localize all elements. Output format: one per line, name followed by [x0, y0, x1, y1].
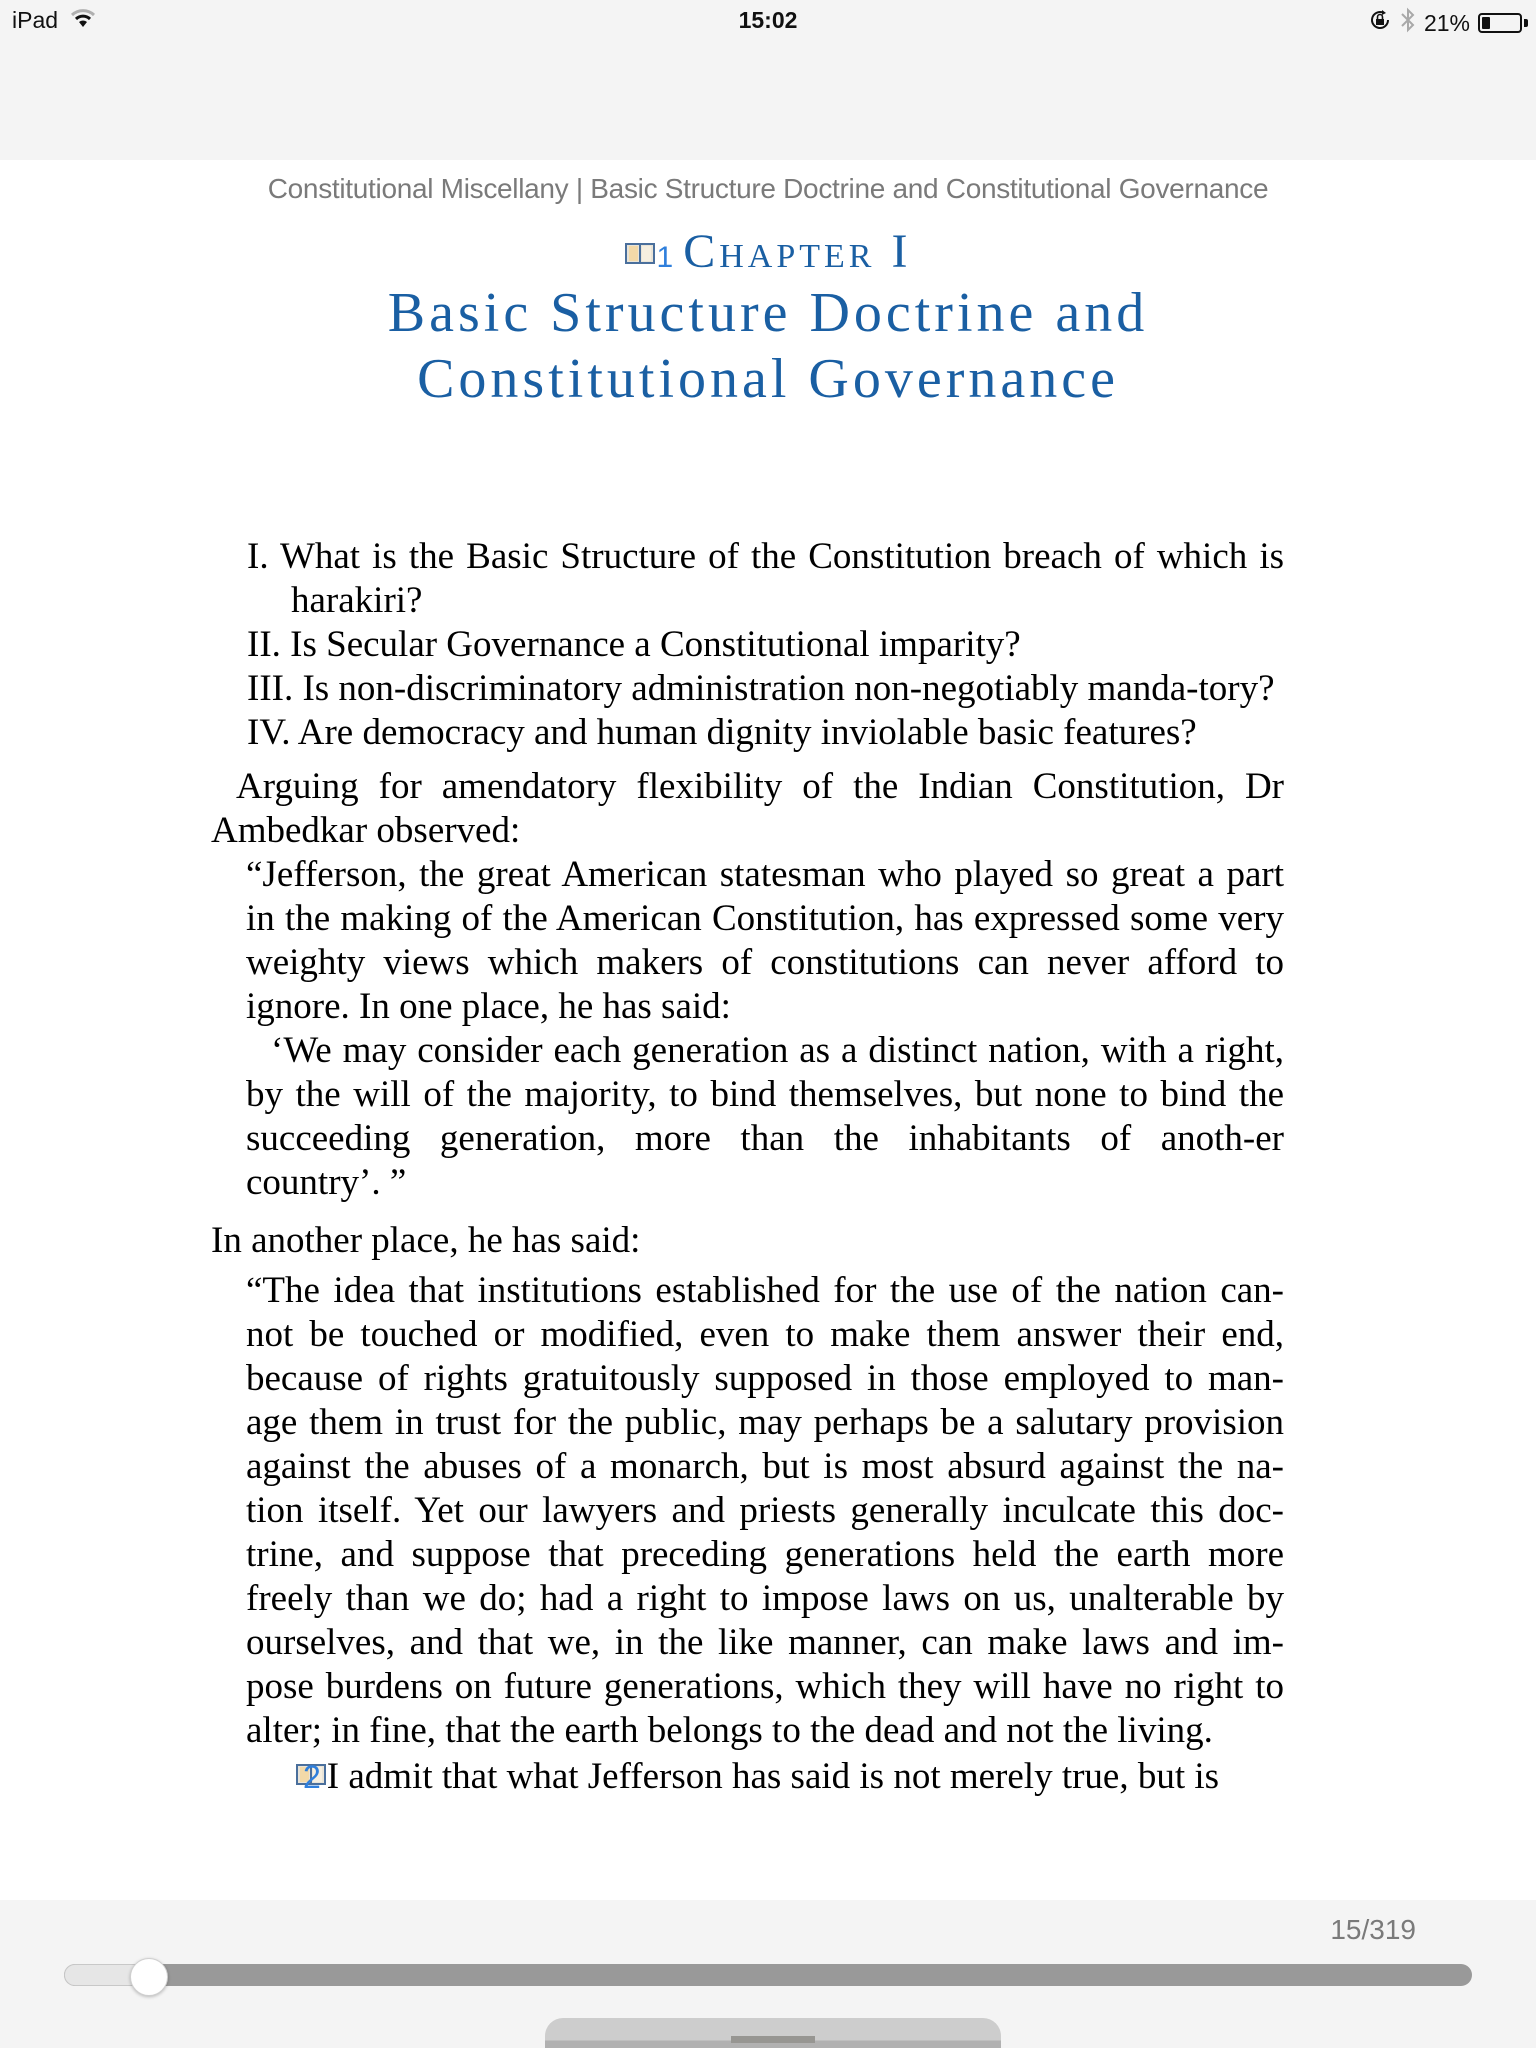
- status-bar: [0, 0, 1536, 42]
- chapter-label: [0, 222, 1536, 279]
- battery-icon: [1478, 13, 1522, 33]
- grip-icon: [731, 2036, 815, 2043]
- quote-continuation: [211, 1753, 1284, 1799]
- page-counter: 15/319: [1330, 1914, 1416, 1945]
- page-slider-track[interactable]: [64, 1964, 1472, 1986]
- chapter-heading: Chapter I: [683, 225, 912, 278]
- question-1: I. What is the Basic Structure of the Constitution breach of which is harakiri?: [247, 536, 1284, 621]
- book-icon[interactable]: [625, 222, 655, 246]
- quote-jefferson-inner: ‘We may consider each generation as a distinct nation, with a right, by the will of the majority, to bind themselves, but none to bind the succeeding generation, more than the inhabitants of anoth-er country’. ”: [246, 1030, 1284, 1203]
- marker-2-number[interactable]: 2: [303, 1759, 321, 1795]
- page-slider-thumb[interactable]: [130, 1958, 168, 1996]
- battery-percent: 21%: [1423, 9, 1470, 36]
- clock: 15:02: [738, 7, 798, 33]
- book-icon[interactable]: [271, 1753, 301, 1777]
- another-place-paragraph: In another place, he has said:: [211, 1220, 641, 1261]
- quote-jefferson-2: “The idea that institutions established for the use of the nation can-not be touched or modified, even to make them answer their end, because of rights gratuitously supposed in those employed to man-age them in trust for the public, may perhaps be a salutary provision against the abuses of a monarch, but is most absurd against the na-tion itself. Yet our lawyers and priests generally inculcate this doc-trine, and suppose that preceding generations held the earth more freely than we do; had a right to impose laws on us, unalterable by ourselves, and that we, in the like manner, can make laws and im-pose burdens on future generations, which they will have no right to alter; in fine, that the earth belongs to the dead and not the living.: [246, 1270, 1284, 1751]
- drawer-handle[interactable]: [545, 2018, 1001, 2048]
- bluetooth-icon: [1400, 7, 1416, 39]
- chapter-title: [0, 280, 1536, 412]
- bottom-toolbar: [0, 1900, 1536, 2048]
- body-text: [211, 535, 1284, 1799]
- chapter-title-line1: Basic Structure Doctrine and: [387, 282, 1149, 344]
- intro-paragraph: Arguing for amendatory flexibility of the Indian Constitution, Dr Ambedkar observed:: [211, 766, 1284, 851]
- battery-tip: [1524, 19, 1528, 27]
- top-toolbar: [0, 0, 1536, 160]
- reader-page[interactable]: [0, 160, 1536, 1900]
- question-3: III. Is non-discriminatory administration non-negotiably manda-tory?: [247, 668, 1275, 709]
- chapter-title-line2: Constitutional Governance: [417, 348, 1119, 410]
- device-name: iPad: [12, 7, 59, 33]
- running-header: Constitutional Miscellany | Basic Structure Doctrine and Constitutional Governance: [267, 173, 1269, 204]
- chapter-marker-number[interactable]: 1: [656, 241, 674, 274]
- continuation-text: I admit that what Jefferson has said is not merely true, but is: [326, 1756, 1220, 1797]
- question-4: IV. Are democracy and human dignity inviolable basic features?: [247, 712, 1197, 753]
- question-2: II. Is Secular Governance a Constitutional imparity?: [247, 624, 1021, 665]
- status-right: [1368, 7, 1528, 39]
- rotation-lock-icon: [1368, 8, 1392, 38]
- quote-jefferson-1: “Jefferson, the great American statesman who played so great a part in the making of the American Constitution, has expressed some very weighty views which makers of constitutions can never afford to ignore. In one place, he has said:: [246, 854, 1284, 1027]
